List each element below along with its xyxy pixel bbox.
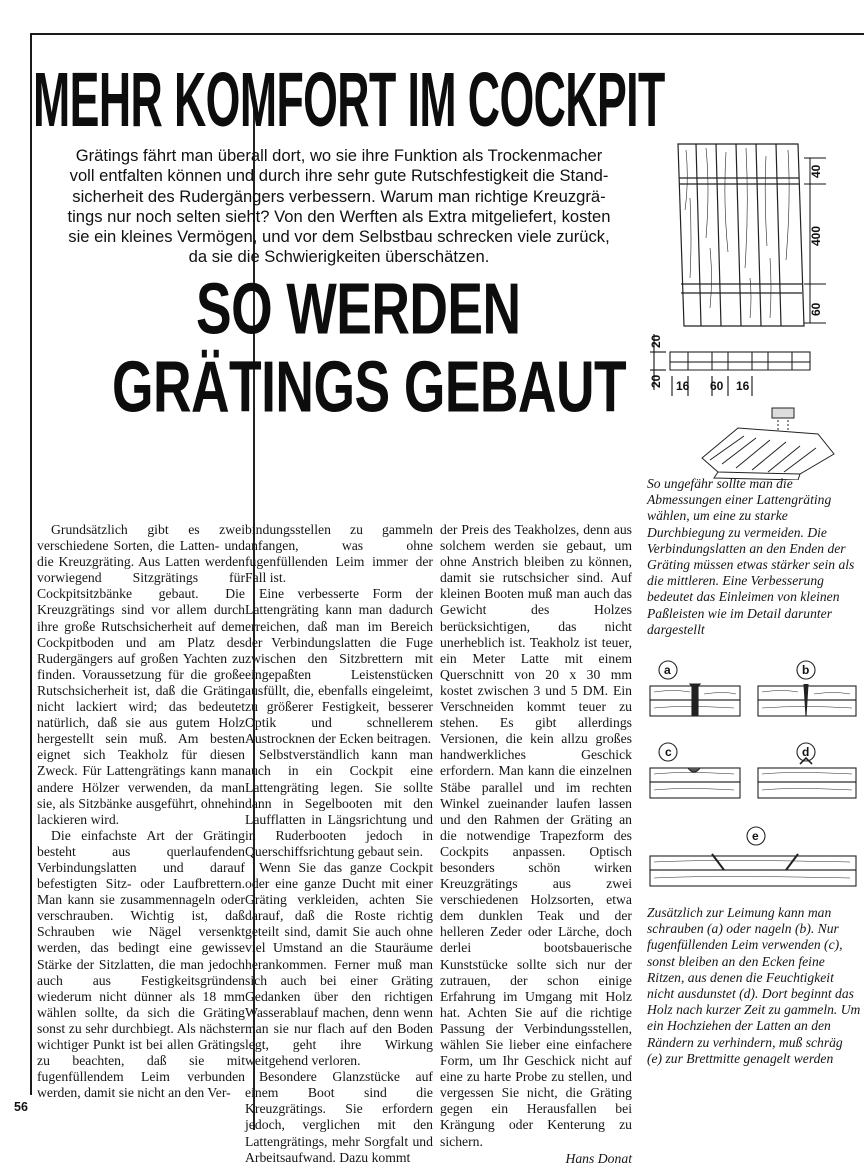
frame-left-rule [30, 33, 32, 1095]
detail-label-e: e [752, 829, 759, 843]
cross-section-illustration [650, 334, 810, 396]
lead-line: tings nur noch selten sieht? Von den Werften als Extra mitgeliefert, kosten [67, 206, 611, 226]
paragraph: Wenn Sie das ganze Cockpit oder eine ganze Ducht mit einer Gräting verkleiden, achten Sie darauf, daß die Roste richtig geteilt sind, damit Sie auch ohne viel Umstand an die Stauräume herankommen. Ferner muß man sich auch bei einer Gräting Gedanken über den richtigen Wasserablauf machen, denn wenn man sie nur flach auf den Boden legt, geht ihre Wirkung weitgehend verloren. [245, 859, 433, 1069]
detail-c-glue-illustration [650, 768, 740, 798]
detail-d-gap-illustration [758, 758, 856, 798]
caption-dimensions: So ungefähr sollte man die Abmessungen einer Lattengräting wählen, um eine zu starke Durchbiegung zu vermeiden. Die Verbindungslatten an den Enden der Gräting müssen etwas stärker sein als die mittleren. Eine Verbesserung bedeutet das Einleimen von kleinen Paßleisten wie im Detail darunter dargestellt [647, 476, 855, 637]
detail-label-c: c [665, 745, 672, 759]
detail-label-b: b [802, 663, 810, 677]
author-byline: Hans Donat [565, 1150, 632, 1166]
detail-label-a: a [664, 663, 671, 677]
paragraph: Grundsätzlich gibt es zwei verschiedene Sorten, die Latten- und die Kreuzgräting. Aus Latten werden vorwiegend Sitzgrätings für Cockpitsitzbänke gebaut. Die Kreuzgrätings sind vor allem durch ihre große Rutschsicherheit auf dem Cockpitboden und am Platz des Rudergängers auf großen Yachten zu finden. Voraussetzung für die große Rutschsicherheit ist, daß die Gräting nicht lackiert wird; das bedeutet natürlich, daß sie aus gutem Holz hergestellt sein muß. Am besten eignet sich Teakholz für diesen Zweck. Für Lattengrätings kann man andere Hölzer verwenden, da man sie, als Sitzbänke ausgeführt, ohnehin lackieren wird. [37, 522, 245, 827]
lead-line: voll entfalten können und durch ihre sehr gute Rutschfestigkeit die Stand- [69, 166, 609, 186]
dim-label-16-right: 16 [736, 379, 750, 393]
paragraph: Die einfachste Art der Gräting besteht aus querlaufenden Verbindungslatten und darauf befestigten Sitz- oder Laufbrettern. Man kann sie zusammennageln oder verschrauben. Wichtig ist, daß Schrauben wie Nägel versenkt werden, das bedingt eine gewisse Stärke der Sitzlatten, die man jedoch auch aus Festigkeitsgründen wiederum nicht dünner als 18 mm wählen sollte, da sich die Gräting sonst zu sehr durchbiegt. Als nächster wichtiger Punkt ist bei allen Grätings zu beachten, daß sie mit fugenfüllendem Leim verbunden werden, damit sie nicht an den Ver- [37, 827, 245, 1101]
detail-b-nail-illustration [758, 684, 856, 716]
headline: MEHR KOMFORT IM COCKPIT [33, 57, 665, 143]
article-column-1 [37, 522, 245, 1101]
perspective-joint-illustration [702, 408, 834, 480]
slat-plan-view-illustration [678, 144, 804, 326]
detail-label-d: d [802, 745, 810, 759]
lead-paragraph [36, 146, 642, 268]
dim-label-40: 40 [809, 164, 823, 178]
dim-label-20-bottom: 20 [649, 374, 663, 388]
paragraph: Besondere Glanzstücke auf einem Boot sind die Kreuzgrätings. Sie erfordern jedoch, verglichen mit den Lattengrätings, mehr Sorgfalt und Arbeitsaufwand. Dazu kommt [245, 1069, 433, 1165]
frame-top-rule [30, 33, 864, 35]
lead-line: sie ein kleines Vermögen, und vor dem Selbstbau schrecken viele zurück, [68, 227, 610, 247]
caption-joints: Zusätzlich zur Leimung kann man schrauben (a) oder nageln (b). Nur fugenfüllenden Leim verwenden (c), sonst bleiben an den Ecken feine Ritzen, aus denen die Feuchtigkeit nicht ausdunstet (d). Dort beginnt das Holz nach kurzer Zeit zu gammeln. Um ein Hochziehen der Latten an den Rändern zu verhindern, muß schräg (e) zur Brettmitte genagelt werden [647, 905, 861, 1066]
dim-label-60: 60 [809, 302, 823, 316]
dim-label-60-center: 60 [710, 379, 724, 393]
subheadline-line-2: GRÄTINGS GEBAUT [112, 345, 627, 427]
paragraph: der Preis des Teakholzes, denn aus solchem werden sie gebaut, um ohne Anstrich bleiben zu können, damit sie rutschsicher sind. Auf kleinen Booten muß man auch das Gewicht des Holzes berücksichtigen, das nicht unerheblich ist. Teakholz ist teuer, ein Meter Latte mit einem Querschnitt von 20 x 30 mm kostet zwischen 3 und 5 DM. Ein Verschneiden kommt teuer zu stehen. Es gibt allerdings Versionen, die kein allzu großes handwerkliches Geschick erfordern. Man kann die einzelnen Stäbe parallel und im rechten Winkel zueinander laufen lassen und den Rahmen der Gräting an die notwendige Trapezform des Cockpits anpassen. Optisch besonders schön wirken Kreuzgrätings aus zwei verschiedenen Holzsorten, etwa dem dunklen Teak und der helleren Zeder oder Lärche, doch derlei bootsbauerische Kunststücke sollte sich nur der zutrauen, der schon einige Erfahrung im Umgang mit Holz hat. Achten Sie auf die richtige Passung der Verbindungsstellen, wählen Sie lieber eine einfachere Form, um Ihr Geschick nicht auf eine zu harte Probe zu stellen, und vergessen Sie nicht, die Gräting gegen ein Herausfallen bei Krängung oder Kenterung zu sichern. [440, 522, 632, 1149]
gratings-dimension-diagram [648, 138, 862, 480]
dim-label-16-left: 16 [676, 379, 690, 393]
article-column-3 [440, 522, 632, 1167]
detail-a-screw-illustration [650, 684, 740, 716]
detail-e-angled-nail-illustration [650, 854, 856, 886]
article-column-2 [245, 522, 433, 1166]
page-number: 56 [14, 1100, 28, 1114]
subheadline-line-1: SO WERDEN [196, 267, 521, 349]
joint-details-diagram [648, 656, 862, 902]
lead-line: sicherheit des Rudergängers verbessern. Warum man richtige Kreuzgrä- [72, 186, 606, 206]
paragraph: bindungsstellen zu gammeln anfangen, was ohne fugenfüllenden Leim immer der Fall ist. [245, 522, 433, 586]
dim-label-20-top: 20 [649, 334, 663, 348]
paragraph: Eine verbesserte Form der Lattengräting kann man dadurch erreichen, daß man im Bereich der Verbindungslatten die Fuge zwischen den Sitzbrettern mit eingepaßten Leistenstücken ausfüllt, die, ebenfalls eingeleimt, zu größerer Festigkeit, besserer Optik und schnellerem Austrocknen der Ecken beitragen. [245, 586, 433, 747]
lead-line: Grätings fährt man überall dort, wo sie ihre Funktion als Trockenmacher [75, 146, 603, 165]
dim-label-400: 400 [809, 225, 823, 246]
lead-line: da sie die Schwierigkeiten überschätzen. [188, 247, 490, 267]
paragraph: Selbstverständlich kann man auch in ein Cockpit eine Lattengräting legen. Sie sollte dann in Segelbooten mit den Laufflatten in Längsrichtung und in Ruderbooten jedoch in Querschiffsrichtung gebaut sein. [245, 747, 433, 859]
